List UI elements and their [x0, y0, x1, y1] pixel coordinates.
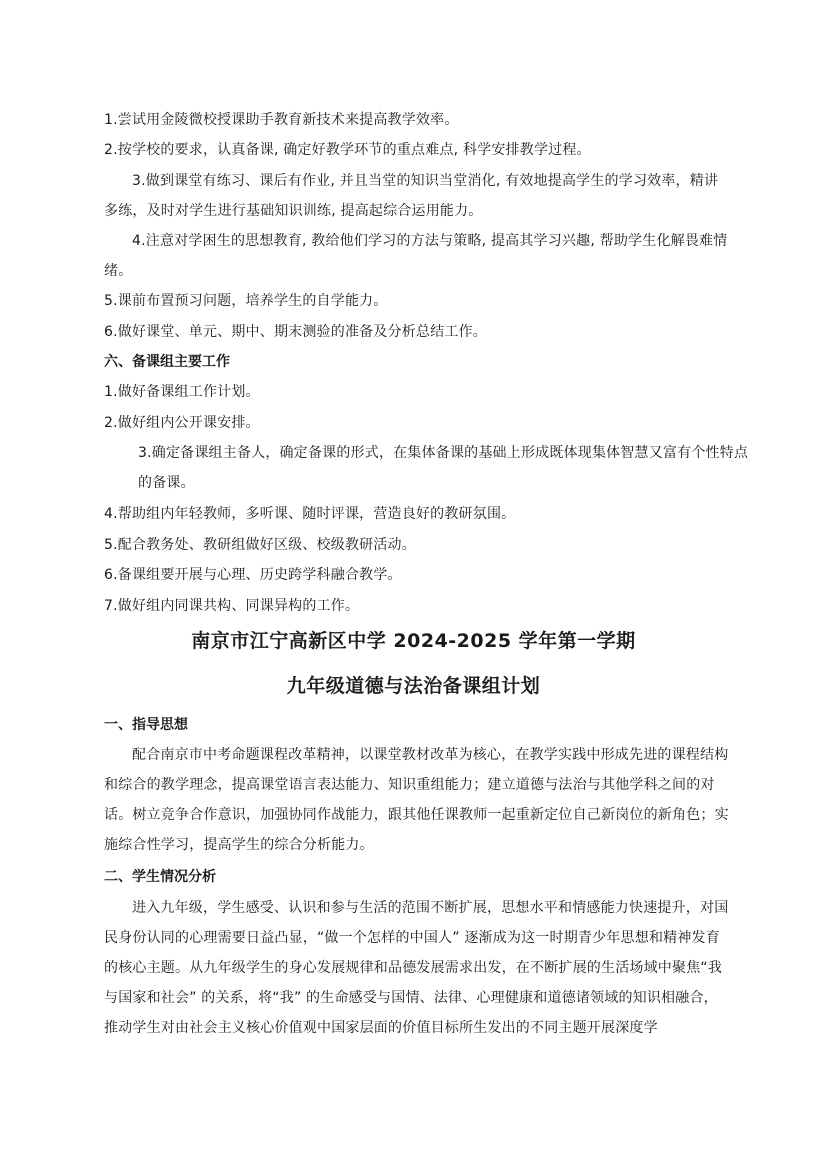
list-item: 2.按学校的要求，认真备课, 确定好教学环节的重点难点, 科学安排教学过程。: [104, 142, 591, 158]
list-item: [104, 226, 730, 286]
paragraph: 配合南京市中考命题课程改革精神，以课堂教材改革为核心，在教学实践中形成先进的课程结构和综合的教学理念，提高课堂语言表达能力、知识重组能力；建立道德与法治与其他学科之间的对话。树立竞争合作意识，加强协同作战能力，跟其他任课教师一起重新定位自己新岗位的新角色；实施综合性学习，提高学生的综合分析能力。: [104, 747, 729, 853]
list-item: 1.做好备课组工作计划。: [104, 384, 260, 400]
list-item: [110, 438, 758, 498]
list-item: 5.配合教务处、教研组做好区级、校级教研活动。: [104, 537, 416, 553]
section-heading: 二、学生情况分析: [104, 869, 216, 885]
list-item: 4.帮助组内年轻教师，多听课、随时评课，营造良好的教研氛围。: [104, 506, 516, 522]
section-heading: 一、指导思想: [104, 717, 188, 733]
list-item: 6.备课组要开展与心理、历史跨学科融合教学。: [104, 567, 402, 583]
list-item: 5.课前布置预习问题，培养学生的自学能力。: [104, 293, 388, 309]
list-item: 6.做好课堂、单元、期中、期末测验的准备及分析总结工作。: [104, 324, 487, 340]
paragraph: 进入九年级，学生感受、认识和参与生活的范围不断扩展，思想水平和情感能力快速提升，对国民身份认同的心理需要日益凸显，“做一个怎样的中国人” 逐渐成为这一时期青少年思想和精神发育的核心主题。从九年级学生的身心发展规律和品德发展需求出发，在不断扩展的生活场域中聚焦“我与国家和社会” 的关系，将“我” 的生命感受与国情、法律、心理健康和道德诸领域的知识相融合，推动学生对由社会主义核心价值观中国家层面的价值目标所生发出的不同主题开展深度学: [104, 900, 729, 1036]
list-item-text: 4.注意对学困生的思想教育, 教给他们学习的方法与策略, 提高其学习兴趣, 帮助学生化解畏难情绪。: [104, 233, 728, 279]
section-heading: 六、备课组主要工作: [104, 354, 230, 370]
list-item: [104, 166, 730, 226]
document-subtitle: 九年级道德与法治备课组计划: [286, 675, 541, 697]
document-title: 南京市江宁高新区中学 2024-2025 学年第一学期: [191, 630, 636, 652]
list-item-text: 3.确定备课组主备人，确定备课的形式，在集体备课的基础上形成既体现集体智慧又富有个性特点的备课。: [138, 445, 749, 491]
list-item: 2.做好组内公开课安排。: [104, 415, 260, 431]
list-item-text: 3.做到课堂有练习、课后有作业, 并且当堂的知识当堂消化, 有效地提高学生的学习效率，精讲多练，及时对学生进行基础知识训练, 提高起综合运用能力。: [104, 173, 719, 219]
list-item: 7.做好组内同课共构、同课异构的工作。: [104, 598, 360, 614]
list-item: 1.尝试用金陵微校授课助手教育新技术来提高教学效率。: [104, 112, 459, 128]
